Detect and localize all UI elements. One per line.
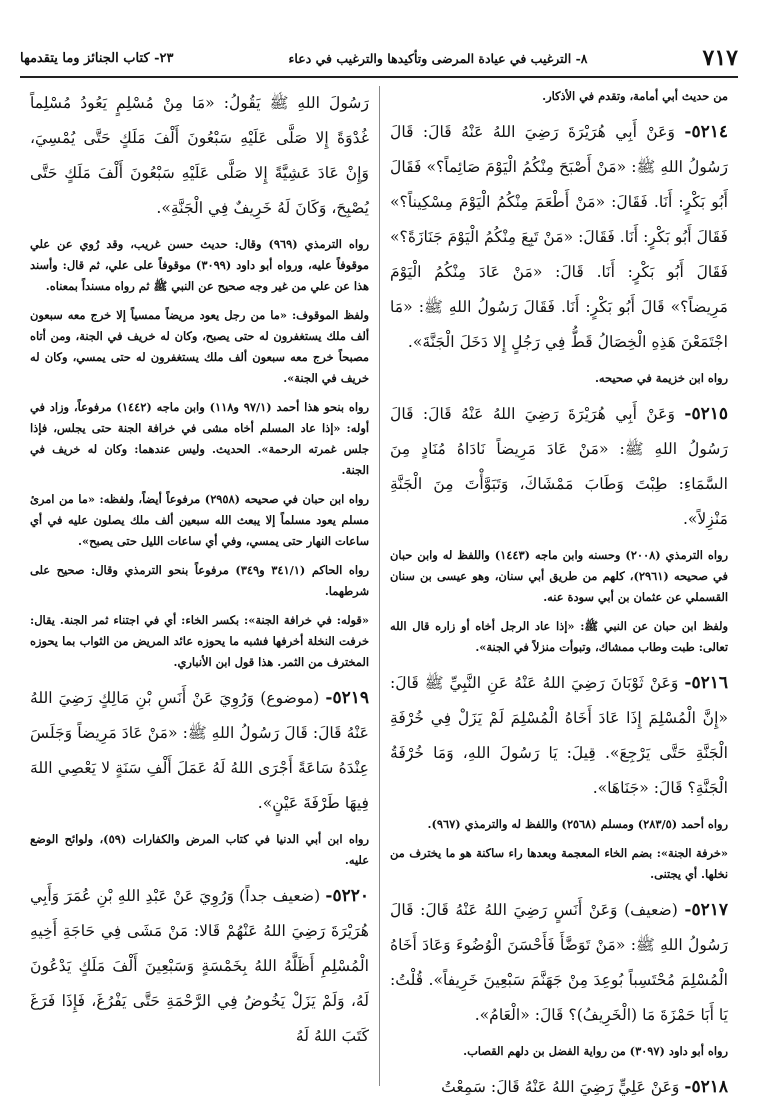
hadith-number: ٥٢١٧-	[684, 900, 728, 920]
hadith-number: ٥٢٢٠-	[325, 886, 369, 906]
page-number: ٧١٧	[702, 45, 738, 71]
section-title: ٨- الترغيب في عيادة المرضى وتأكيدها والترغيب في دعاء	[288, 50, 588, 66]
footnote-paragraph: رواه الحاكم (٣٤١/١ و٣٤٩) مرفوعاً بنحو الترمذي وقال: صحيح على شرطهما.	[30, 563, 370, 598]
hadith-text: وَعَنْ عَلِيٍّ رَضِيَ اللهُ عَنْهُ قَالَ: سَمِعْتُ	[441, 1078, 680, 1096]
footnote-paragraph: رواه ابن حبان في صحيحه (٢٩٥٨) مرفوعاً أيضاً، ولفظه: «ما من امرئ مسلم يعود مسلماً إلا يبعث الله سبعين ألف ملك يصلون عليه في أي ساعات النهار حتى يمسي، وفي أي ساعات الليل حتى يصبح».	[30, 492, 369, 548]
hadith-paragraph	[390, 666, 728, 806]
footnote-paragraph: ولفظ ابن حبان عن النبي ﷺ: «إذا عاد الرجل أخاه أو زاره قال الله تعالى: طبت وطاب ممشاك، وتبوأت منزلاً في الجنة».	[390, 619, 728, 654]
hadith-paragraph	[30, 879, 369, 1054]
hadith-text: (موضوع) وَرُوِيَ عَنْ أَنَسِ بْنِ مَالِكٍ رَضِيَ اللهُ عَنْهُ قَالَ: قَالَ رَسُولُ اللهِ ﷺ: «مَنْ عَادَ مَرِيضاً وَجَلَسَ عِنْدَهُ سَاعَةً أَجْرَى اللهُ لَهُ عَمَلَ أَلْفِ سَنَةٍ لا يَعْصِي اللهَ فِيهَا طَرْفَةَ عَيْنٍ».	[30, 689, 369, 812]
chapter-title: ٢٣- كتاب الجنائز وما يتقدمها	[20, 50, 174, 66]
page-header	[20, 40, 738, 78]
hadith-text: (ضعيف) وَعَنْ أَنَسٍ رَضِيَ اللهُ عَنْهُ قَالَ: قَالَ رَسُولُ اللهِ ﷺ: «مَنْ تَوَضَّأَ فَأَحْسَنَ الْوُضُوءَ وَعَادَ أَخَاهُ الْمُسْلِمَ مُحْتَسِباً بُوعِدَ مِنْ جَهَنَّمَ سَبْعِينَ خَرِيفاً». قُلْتُ: يَا أَبَا حَمْزَةَ مَا (الْخَرِيفُ)؟ قَالَ: «الْعَامُ».	[390, 901, 728, 1024]
footnote-paragraph: «قوله: في خرافة الجنة»: بكسر الخاء: أي في اجتناء ثمر الجنة. يقال: خرفت النخلة أخرفها فشبه ما يحوزه عائد المريض من الثواب بما يحوزه المخترف من الثمر. هذا قول ابن الأنباري.	[30, 613, 369, 669]
footnote-paragraph: رواه أحمد (٢٨٣/٥) ومسلم (٢٥٦٨) واللفظ له والترمذي (٩٦٧).	[427, 817, 728, 831]
hadith-number: ٥٢١٦-	[684, 673, 728, 693]
left-column	[20, 86, 379, 1086]
hadith-paragraph	[390, 397, 728, 537]
footnote-paragraph: رواه ابن خزيمة في صحيحه.	[594, 371, 728, 385]
hadith-paragraph	[390, 115, 728, 360]
hadith-text: وَعَنْ ثَوْبَانَ رَضِيَ اللهُ عَنْهُ عَنِ النَّبِيِّ ﷺ قَالَ: «إِنَّ الْمُسْلِمَ إِذَا عَادَ أَخَاهُ الْمُسْلِمَ لَمْ يَزَلْ فِي خُرْفَةِ الْجَنَّةِ حَتَّى يَرْجِعَ». قِيلَ: يَا رَسُولَ اللهِ، وَمَا خُرْفَةُ الْجَنَّةِ؟ قَالَ: «جَنَاهَا».	[390, 674, 728, 797]
hadith-number: ٥٢١٤-	[684, 122, 728, 142]
footnote-paragraph: رواه بنحو هذا أحمد (٩٧/١ و١١٨) وابن ماجه (١٤٤٢) مرفوعاً، وزاد في أوله: «إذا عاد المسلم أخاه مشى في خرافة الجنة حتى يجلس، فإذا جلس غمرته الرحمة». الحديث. وليس عندهما: وكان له خريف في الجنة.	[30, 400, 370, 477]
hadith-number: ٥٢١٨-	[684, 1077, 728, 1097]
text-columns	[20, 86, 738, 1097]
hadith-text: رَسُولَ اللهِ ﷺ يَقُولُ: «مَا مِنْ مُسْلِمٍ يَعُودُ مُسْلِماً غُدْوَةً إِلا صَلَّى عَلَيْهِ سَبْعُونَ أَلْفَ مَلَكٍ حَتَّى يُمْسِيَ، وَإِنْ عَادَ عَشِيَّةً إِلا صَلَّى عَلَيْهِ سَبْعُونَ أَلْفَ مَلَكٍ حَتَّى يُصْبِحَ، وَكَانَ لَهُ خَرِيفٌ فِي الْجَنَّةِ».	[30, 94, 369, 217]
hadith-number: ٥٢١٩-	[325, 688, 369, 708]
hadith-number: ٥٢١٥-	[684, 404, 728, 424]
right-column	[379, 86, 738, 1097]
footnote-paragraph: «خرفة الجنة»: بضم الخاء المعجمة وبعدها راء ساكنة هو ما يخترف من نخلها. أي يجتنى.	[390, 846, 728, 881]
hadith-text: وَعَنْ أَبِي هُرَيْرَةَ رَضِيَ اللهُ عَنْهُ قَالَ: قَالَ رَسُولُ اللهِ ﷺ: «مَنْ عَادَ مَرِيضاً نَادَاهُ مُنَادٍ مِنَ السَّمَاءِ: طِبْتَ وَطَابَ مَمْشَاكَ، وَتَبَوَّأْتَ مِنَ الْجَنَّةِ مَنْزِلاً».	[390, 405, 728, 528]
footnote-paragraph: ولفظ الموقوف: «ما من رجل يعود مريضاً ممسياً إلا خرج معه سبعون ألف ملك يستغفرون له حتى يصبح، وكان له خريف في الجنة، ومن أتاه مصبحاً خرج معه سبعون ألف ملك يستغفرون له حتى يمسي، وكان له خريف في الجنة».	[30, 308, 369, 385]
footnote-paragraph: رواه الترمذي (٢٠٠٨) وحسنه وابن ماجه (١٤٤٣) واللفظ له وابن حبان في صحيحه (٢٩٦١)، كلهم من طريق أبي سنان، وهو عيسى بن سنان القسملي عن عثمان بن أبي سودة عنه.	[390, 548, 729, 604]
hadith-paragraph	[30, 86, 369, 226]
footnote-paragraph: من حديث أبي أمامة، وتقدم في الأذكار.	[542, 89, 728, 103]
hadith-paragraph	[390, 1070, 728, 1105]
hadith-paragraph	[390, 893, 728, 1033]
hadith-text: (ضعيف جداً) وَرُوِيَ عَنْ عَبْدِ اللهِ بْنِ عُمَرَ وَأَبِي هُرَيْرَةَ رَضِيَ اللهُ عَنْهُمْ قَالا: مَنْ مَشَى فِي حَاجَةِ أَخِيهِ الْمُسْلِمِ أَظَلَّهُ اللهُ بِخَمْسَةٍ وَسَبْعِينَ أَلْفَ مَلَكٍ يَدْعُونَ لَهُ، وَلَمْ يَزَلْ يَخُوضُ فِي الرَّحْمَةِ حَتَّى يَفْرُغَ، فَإِذَا فَرَغَ كَتَبَ اللهُ لَهُ	[30, 887, 369, 1045]
footnote-paragraph: رواه أبو داود (٣٠٩٧) من رواية الفضل بن دلهم القصاب.	[463, 1044, 728, 1058]
hadith-paragraph	[30, 681, 369, 821]
hadith-text: وَعَنْ أَبِي هُرَيْرَةَ رَضِيَ اللهُ عَنْهُ قَالَ: قَالَ رَسُولُ اللهِ ﷺ: «مَنْ أَصْبَحَ مِنْكُمُ الْيَوْمَ صَائِماً؟» فَقَالَ أَبُو بَكْرٍ: أَنَا. فَقَالَ: «مَنْ أَطْعَمَ مِنْكُمُ الْيَوْمَ مِسْكِيناً؟» فَقَالَ أَبُو بَكْرٍ: أَنَا. فَقَالَ: «مَنْ تَبِعَ مِنْكُمُ الْيَوْمَ جَنَازَةً؟» فَقَالَ أَبُو بَكْرٍ: أَنَا. قَالَ: «مَنْ عَادَ مِنْكُمُ الْيَوْمَ مَرِيضاً؟» قَالَ أَبُو بَكْرٍ: أَنَا. فَقَالَ رَسُولُ اللهِ ﷺ: «مَا اجْتَمَعْنَ هَذِهِ الْخِصَالُ قَطُّ فِي رَجُلٍ إِلا دَخَلَ الْجَنَّةَ».	[390, 123, 728, 351]
footnote-paragraph: رواه ابن أبي الدنيا في كتاب المرض والكفارات (٥٩)، ولوائح الوضع عليه.	[30, 832, 370, 867]
footnote-paragraph: رواه الترمذي (٩٦٩) وقال: حديث حسن غريب، وقد رُوي عن علي موقوفاً عليه، ورواه أبو داود (٣٠٩٩) موقوفاً على علي، ثم قال: وأسند هذا عن علي من غير وجه صحيح عن النبي ﷺ ثم رواه مسنداً بمعناه.	[30, 237, 369, 293]
